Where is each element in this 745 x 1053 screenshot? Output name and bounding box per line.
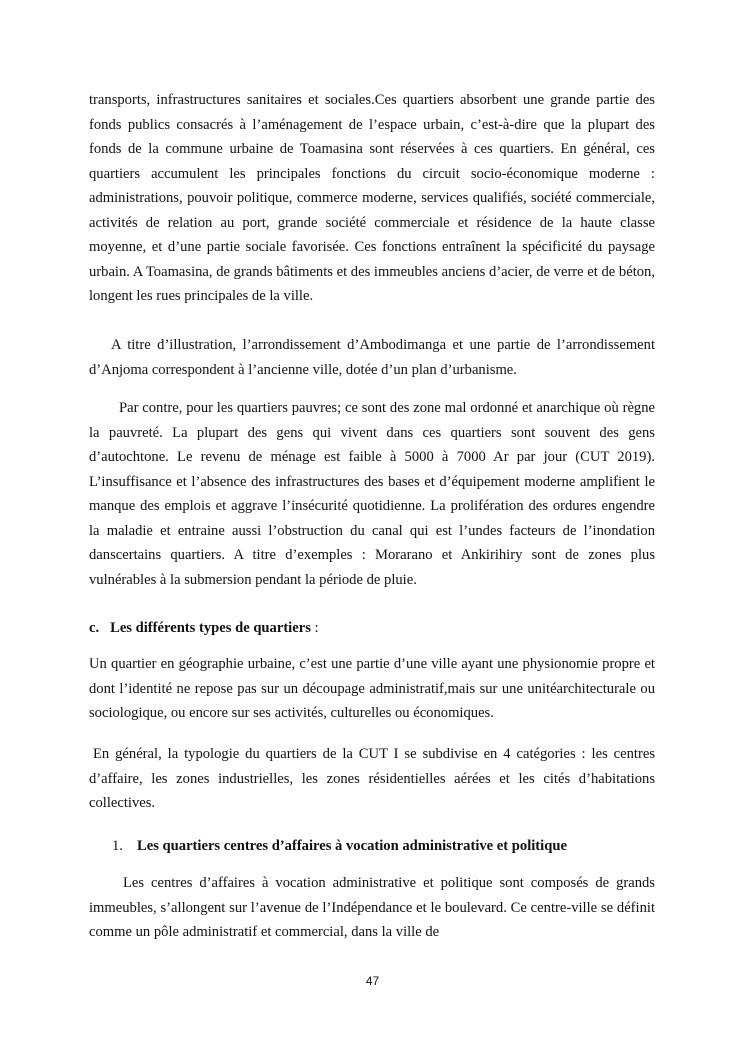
list-item-heading-1 xyxy=(112,834,567,858)
list-item-number: 1. xyxy=(112,838,123,854)
paragraph-definition-quartier: Un quartier en géographie urbaine, c’est une partie d’une ville ayant une physionomie propre et dont l’identité ne repose pas sur un découpage administratif,mais sur une unitéarchitecturale ou sociologique, ou encore sur ses activités, culturelles ou économiques. xyxy=(89,656,655,721)
paragraph-typology: En général, la typologie du quartiers de la CUT I se subdivise en 4 catégories : les centres d’affaire, les zones industrielles, les zones résidentielles aérées et les cités d’habitations collectives. xyxy=(89,746,655,811)
section-heading-label: c. xyxy=(89,620,100,636)
page-number: 47 xyxy=(365,974,380,988)
section-heading-suffix: : xyxy=(310,620,319,636)
paragraph-urban-core-functions: transports, infrastructures sanitaires et sociales.Ces quartiers absorbent une grande partie des fonds publics consacrés à l’aménagement de l’espace urbain, c’est-à-dire que la plupart des fonds de la commune urbaine de Toamasina sont réservées à ces quartiers. En général, ces quartiers accumulent les principales fonctions du circuit socio-économique moderne : administrations, pouvoir politique, commerce moderne, services qualifiés, société commerciale, activités de relation au port, grande société commerciale et résidence de la haute classe moyenne, et d’une partie sociale favorisée. Ces fonctions entraînent la spécificité du paysage urbain. A Toamasina, de grands bâtiments et des immeubles anciens d’acier, de verre et de béton, longent les rues principales de la ville. xyxy=(89,92,655,304)
paragraph-business-centres: Les centres d’affaires à vocation administrative et politique sont composés de grands immeubles, s’allongent sur l’avenue de l’Indépendance et le boulevard. Ce centre-ville se définit comme un pôle administratif et commercial, dans la ville de xyxy=(89,875,655,940)
section-heading-c xyxy=(89,616,319,640)
paragraph-poor-neighbourhoods: Par contre, pour les quartiers pauvres; ce sont des zone mal ordonné et anarchique où règne la pauvreté. La plupart des gens qui vivent dans ces quartiers sont souvent des gens d’autochtone. Le revenu de ménage est faible à 5000 à 7000 Ar par jour (CUT 2019). L’insuffisance et l’absence des infrastructures des bases et d’équipement moderne amplifient le manque des emplois et aggrave l’insécurité quotidienne. La prolifération des ordures engendre la maladie et entraine aussi l’obstruction du canal qui est l’undes facteurs de l’inondation danscertains quartiers. A titre d’exemples : Morarano et Ankirihiry sont de zones plus vulnérables à la submersion pendant la période de pluie. xyxy=(89,400,655,588)
section-heading-title: Les différents types de quartiers xyxy=(110,620,311,636)
list-item-title: Les quartiers centres d’affaires à vocation administrative et politique xyxy=(137,838,567,854)
paragraph-illustration: A titre d’illustration, l’arrondissement d’Ambodimanga et une partie de l’arrondissement d’Anjoma correspondent à l’ancienne ville, dotée d’un plan d’urbanisme. xyxy=(89,337,655,378)
